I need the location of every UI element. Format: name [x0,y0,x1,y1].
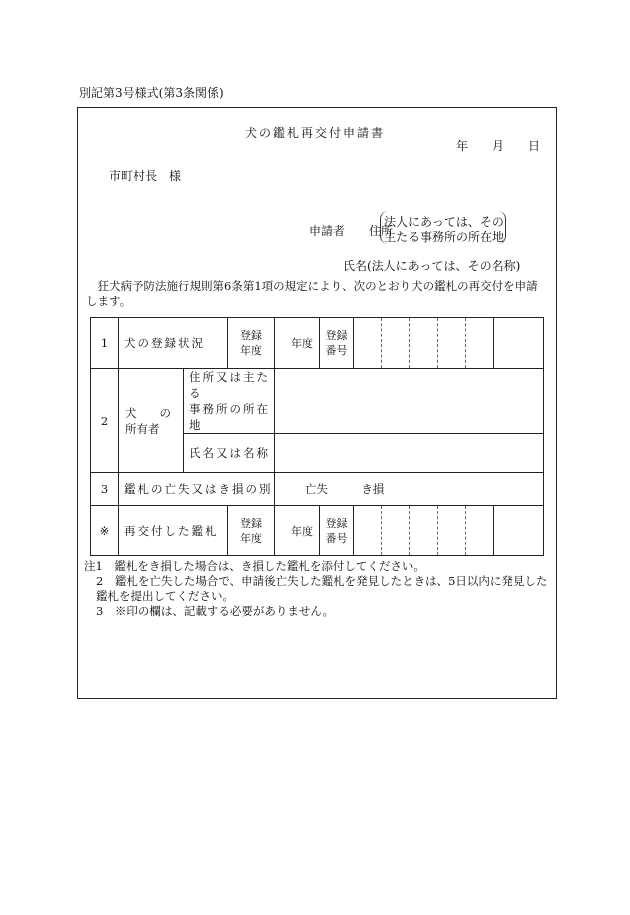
name-line: 氏名(法人にあっては、その名称) [343,259,521,273]
row1-reg-year-label-2: 年度 [240,344,262,357]
row4-reg-no-label-1: 登録 [325,516,348,530]
row1-number: 1 [91,318,119,369]
row2-address-label-2: 事務所の所在地 [189,402,270,432]
row4-number-box[interactable] [382,506,410,556]
date-month: 月 [492,139,505,153]
row4-year-field[interactable]: 年度 [275,506,320,556]
note-3: 3 ※印の欄は、記載する必要がありません。 [96,604,335,618]
row4-reg-no-label [320,506,354,556]
option-damaged[interactable]: き損 [361,482,385,496]
form-caption: 別記第3号様式(第3条関係) [79,86,224,100]
option-lost[interactable]: 亡失 [305,482,328,496]
row3-label: 鑑札の亡失又はき損の別 [119,473,275,506]
row4-label: 再交付した鑑札 [119,506,228,556]
applicant-label: 申請者 [309,224,346,238]
table-row-owner-address [91,369,544,434]
date-year: 年 [456,139,469,153]
row4-number-box[interactable] [354,506,382,556]
row1-number-box[interactable] [382,318,410,369]
table-row-dog-registration [91,318,544,369]
row2-owner-label [119,369,184,473]
row4-reg-year-label-1: 登録 [240,516,262,530]
row2-address-label [184,369,275,434]
row1-number-box[interactable] [354,318,382,369]
table-row-loss-or-damage [91,473,544,506]
row1-number-box[interactable] [466,318,494,369]
table-row-reissued-tag [91,506,544,556]
row1-reg-year-label [228,318,275,369]
row4-reg-year-label-2: 年度 [240,531,262,545]
row2-owner-label-2: 所有者 [125,421,160,436]
row4-number-box[interactable] [494,506,544,556]
row1-reg-no-label [320,318,354,369]
form-title: 犬の鑑札再交付申請書 [244,126,385,140]
row2-name-field[interactable] [275,434,544,473]
row2-number: 2 [91,369,119,473]
row2-address-field[interactable] [275,369,544,434]
row1-reg-no-label-1: 登録 [325,329,348,342]
addressee: 市町村長 様 [109,169,182,183]
row1-reg-year-label-1: 登録 [240,329,262,342]
row2-address-label-1: 住所又は主たる [189,370,270,400]
row4-number-box[interactable] [466,506,494,556]
notes [84,559,554,619]
body-text: 狂犬病予防法施行規則第6条第1項の規定により、次のとおり犬の鑑札の再交付を申請します。 [86,279,538,308]
row2-name-label: 氏名又は名称 [184,434,275,473]
note-2: 2 鑑札を亡失した場合で、申請後亡失した鑑札を発見したときは、5日以内に発見した鑑札を提出してください。 [96,574,548,603]
address-note-line2: 主たる事務所の所在地 [384,230,505,244]
application-table [90,317,544,556]
row4-reg-year-label [228,506,275,556]
row2-owner-label-1: 犬 の [125,405,171,420]
row3-options [275,473,544,506]
row1-reg-no-label-2: 番号 [325,344,348,357]
row1-number-box[interactable] [438,318,466,369]
note-1: 注1 鑑札をき損した場合は、き損した鑑札を添付してください。 [84,559,425,573]
address-note-line1: 法人にあっては、その [384,215,504,229]
row1-number-box[interactable] [410,318,438,369]
row4-number-box[interactable] [438,506,466,556]
row1-year-field[interactable]: 年度 [275,318,320,369]
row4-number: ※ [91,506,119,556]
address-label: 住所 [369,224,394,238]
row3-number: 3 [91,473,119,506]
row4-number-box[interactable] [410,506,438,556]
row4-reg-no-label-2: 番号 [325,531,348,545]
row1-label: 犬の登録状況 [119,318,228,369]
date-day: 日 [528,139,541,153]
row1-number-box[interactable] [494,318,544,369]
